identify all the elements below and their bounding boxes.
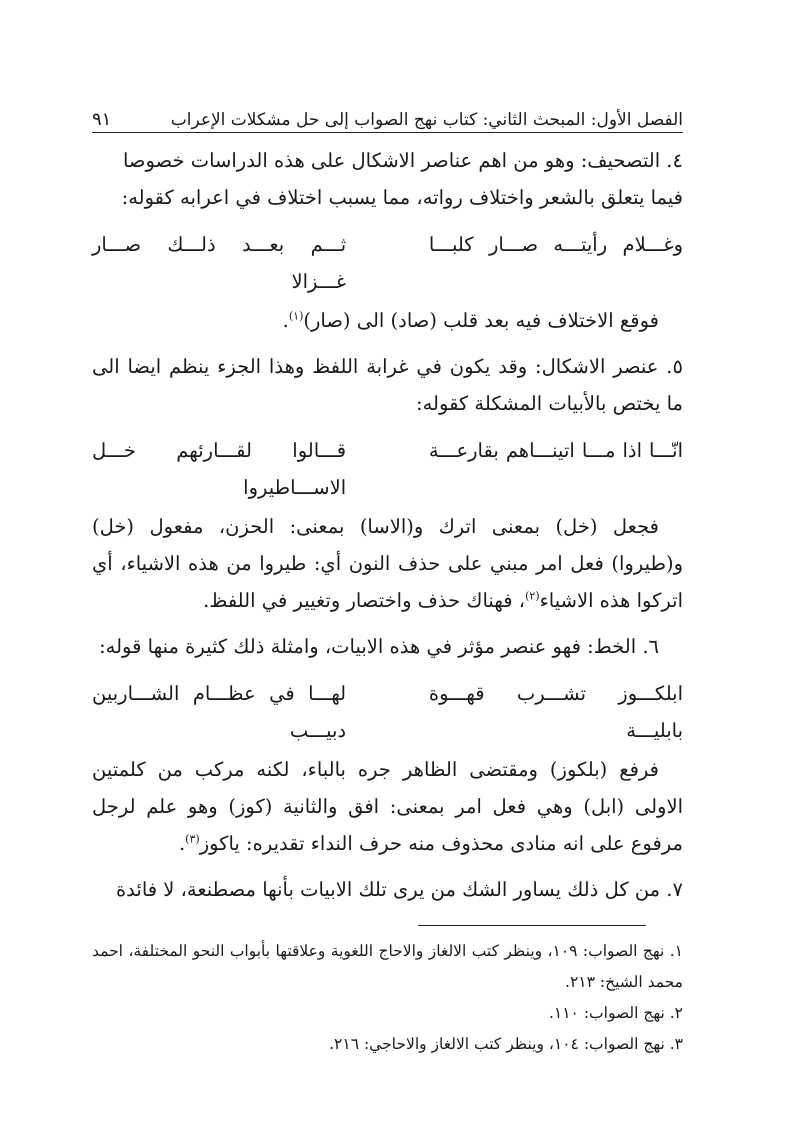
paragraph-4-line-2: فيما يتعلق بالشعر واختلاف رواته، مما يسبب اختلاف في اعرابه كقوله: — [121, 186, 683, 209]
verse-2-second-hemistich: قـــالوا لقـــارئهم خـــل الاســـاطيروا — [92, 439, 347, 499]
main-text — [92, 142, 683, 908]
verse-3 — [92, 675, 683, 749]
paragraph-5-explanation-end: ، فهناك حذف واختصار وتغيير في اللفظ. — [203, 589, 526, 612]
verse-1 — [92, 226, 683, 300]
running-header — [92, 96, 683, 130]
footnote-1: ١. نهج الصواب: ١٠٩، وينظر كتب الالغاز والاحاج اللغوية وعلاقتها بأبواب النحو المختلفة، احمد محمد الشيخ: ٢١٣. — [92, 942, 683, 991]
header-rule — [92, 132, 683, 133]
footnotes — [92, 936, 683, 1060]
footnote-separator — [418, 925, 646, 926]
header-title: الفصل الأول: المبحث الثاني: كتاب نهج الصواب إلى حل مشكلات الإعراب — [170, 110, 683, 130]
paragraph-5: ٥. عنصر الاشكال: وقد يكون في غرابة اللفظ وهذا الجزء ينظم ايضا الى ما يختص بالأبيات المشكلة كقوله: — [92, 355, 683, 415]
paragraph-6-explanation-end: . — [178, 832, 186, 855]
paragraph-6: ٦. الخط: فهو عنصر مؤثر في هذه الابيات، وامثلة ذلك كثيرة منها قوله: — [99, 635, 659, 658]
footnote-marker-1[interactable]: (١) — [288, 309, 304, 323]
page-number: ٩١ — [92, 109, 112, 130]
verse-2 — [92, 432, 683, 506]
verse-1-first-hemistich: وغـــلام رأيتـــه صـــار كلبـــا — [428, 233, 683, 256]
verse-3-second-hemistich: لهـــا في عظـــام الشـــاربين دبيـــب — [92, 682, 347, 742]
paragraph-4-line-1: ٤. التصحيف: وهو من اهم عناصر الاشكال على هذه الدراسات خصوصا — [122, 149, 683, 172]
footnote-3: ٣. نهج الصواب: ١٠٤، وينظر كتب الالغاز والاحاجي: ٢١٦. — [329, 1035, 683, 1053]
paragraph-4-explanation — [92, 302, 683, 339]
footnote-2: ٢. نهج الصواب: ١١٠. — [548, 1004, 683, 1022]
verse-3-first-hemistich: ابلكـــوز تشـــرب قهـــوة بابليـــة — [428, 682, 683, 742]
paragraph-4-explanation-text: فوقع الاختلاف فيه بعد قلب (صاد) الى (صار) — [303, 309, 659, 332]
footnote-marker-3[interactable]: (٣) — [185, 832, 200, 846]
paragraph-6-explanation-text: فرفع (بلكوز) ومقتضى الظاهر جره بالباء، لكنه مركب من كلمتين الاولى (ابل) وهي فعل امر بمعنى: افق والثانية (كوز) وهو علم لرجل مرفوع على انه منادى محذوف منه حرف النداء تقديره: ياكوز — [92, 758, 683, 855]
verse-2-first-hemistich: انّـــا اذا مـــا اتينـــاهم بقارعـــة — [428, 439, 683, 462]
paragraph-5-explanation — [92, 508, 683, 619]
paragraph-4-explanation-end: . — [282, 309, 289, 332]
paragraph-7: ٧. من كل ذلك يساور الشك من يرى تلك الابيات بأنها مصطنعة، لا فائدة — [115, 878, 683, 901]
verse-1-second-hemistich: ثـــم بعـــد ذلـــك صـــار غـــزالا — [92, 233, 347, 293]
footnote-marker-2[interactable]: (٢) — [525, 589, 540, 603]
paragraph-5-explanation-text: فجعل (خل) بمعنى اترك و(الاسا) بمعنى: الحزن، مفعول (خل) و(طيروا) فعل امر مبني على حذف النون أي: طيروا من هذه الاشياء، أي اتركوا هذه الاشياء — [92, 515, 683, 612]
paragraph-6-explanation — [92, 751, 683, 862]
